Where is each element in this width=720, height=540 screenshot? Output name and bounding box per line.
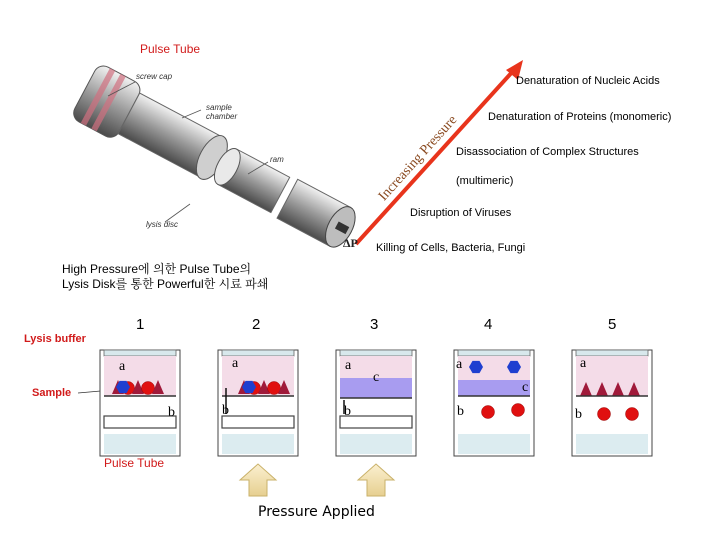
tube2-cell (268, 382, 281, 395)
tube5-bottom (576, 434, 648, 454)
pulse-tube-illustration (70, 62, 366, 259)
tube1-bottom (104, 434, 176, 454)
tube3-cap (340, 350, 412, 356)
tube3-layer-b: b (344, 404, 351, 419)
tube1-ram (104, 416, 176, 428)
tube-diagrams (100, 350, 652, 456)
sample-label: Sample (32, 387, 72, 399)
tube4-layer-a: a (456, 357, 463, 372)
tube5-layer-b: b (575, 407, 582, 422)
screw-cap-label: screw cap (136, 72, 173, 81)
tube1-cap (104, 350, 176, 356)
sample-chamber-label-2: chamber (206, 112, 238, 121)
tube3-layer-a: a (345, 358, 352, 373)
tube5-lysis-buffer (576, 356, 648, 378)
tube4-cap (458, 350, 530, 356)
level-multimeric: (multimeric) (456, 175, 514, 187)
tube2-bottom (222, 434, 294, 454)
tube5-cap (576, 350, 648, 356)
up-arrow-left (240, 464, 276, 496)
tube4-layer-b: b (457, 404, 464, 419)
tube2-layer-a: a (232, 356, 239, 371)
lysis-buffer-label: Lysis buffer (24, 333, 86, 345)
step-number-2: 2 (252, 316, 261, 333)
sample-chamber-label-1: sample (206, 103, 232, 112)
level-denaturation-nucleic-acids: Denaturation of Nucleic Acids (516, 75, 660, 87)
up-arrow-right (358, 464, 394, 496)
level-killing-cells: Killing of Cells, Bacteria, Fungi (376, 242, 526, 254)
step-number-1: 1 (136, 316, 145, 333)
level-disassociation-complex: Disassociation of Complex Structures (456, 146, 639, 158)
level-disruption-viruses: Disruption of Viruses (410, 207, 512, 219)
tube4-layer-c: c (522, 380, 529, 395)
pulse-tube-title: Pulse Tube (140, 42, 201, 56)
increasing-pressure-label: Increasing Pressure (376, 112, 461, 205)
tube1-layer-b: b (168, 405, 175, 420)
tube4-layer-c-zone (458, 380, 530, 396)
tube1-cell (142, 382, 155, 395)
lysis-disc-label: lysis disc (146, 220, 179, 229)
description-line-1: High Pressure에 의한 Pulse Tube의 (62, 262, 252, 276)
delta-p-label: ΔP (343, 236, 358, 250)
pulse-tube-label: Pulse Tube (104, 456, 165, 470)
tube1-lysis-buffer (104, 356, 176, 380)
tube4-cell (482, 406, 495, 419)
step-number-3: 3 (370, 316, 379, 333)
step-number-5: 5 (608, 316, 617, 333)
description-line-2: Lysis Disk를 통한 Powerful한 시료 파쇄 (62, 277, 269, 291)
ram-label: ram (270, 155, 284, 164)
level-denaturation-proteins: Denaturation of Proteins (monomeric) (488, 111, 672, 123)
tube4-cell (512, 404, 525, 417)
tube2-layer-b: b (222, 403, 229, 418)
tube2-ram (222, 416, 294, 428)
tube1-layer-a: a (119, 359, 126, 374)
tube3-bottom (340, 434, 412, 454)
tube5-cell (626, 408, 639, 421)
tube3-layer-c: c (373, 370, 380, 385)
tube5-cell (598, 408, 611, 421)
tube4-bottom (458, 434, 530, 454)
step-number-4: 4 (484, 316, 493, 333)
tube5-layer-a: a (580, 356, 587, 371)
pressure-applied-label: Pressure Applied (258, 504, 375, 520)
